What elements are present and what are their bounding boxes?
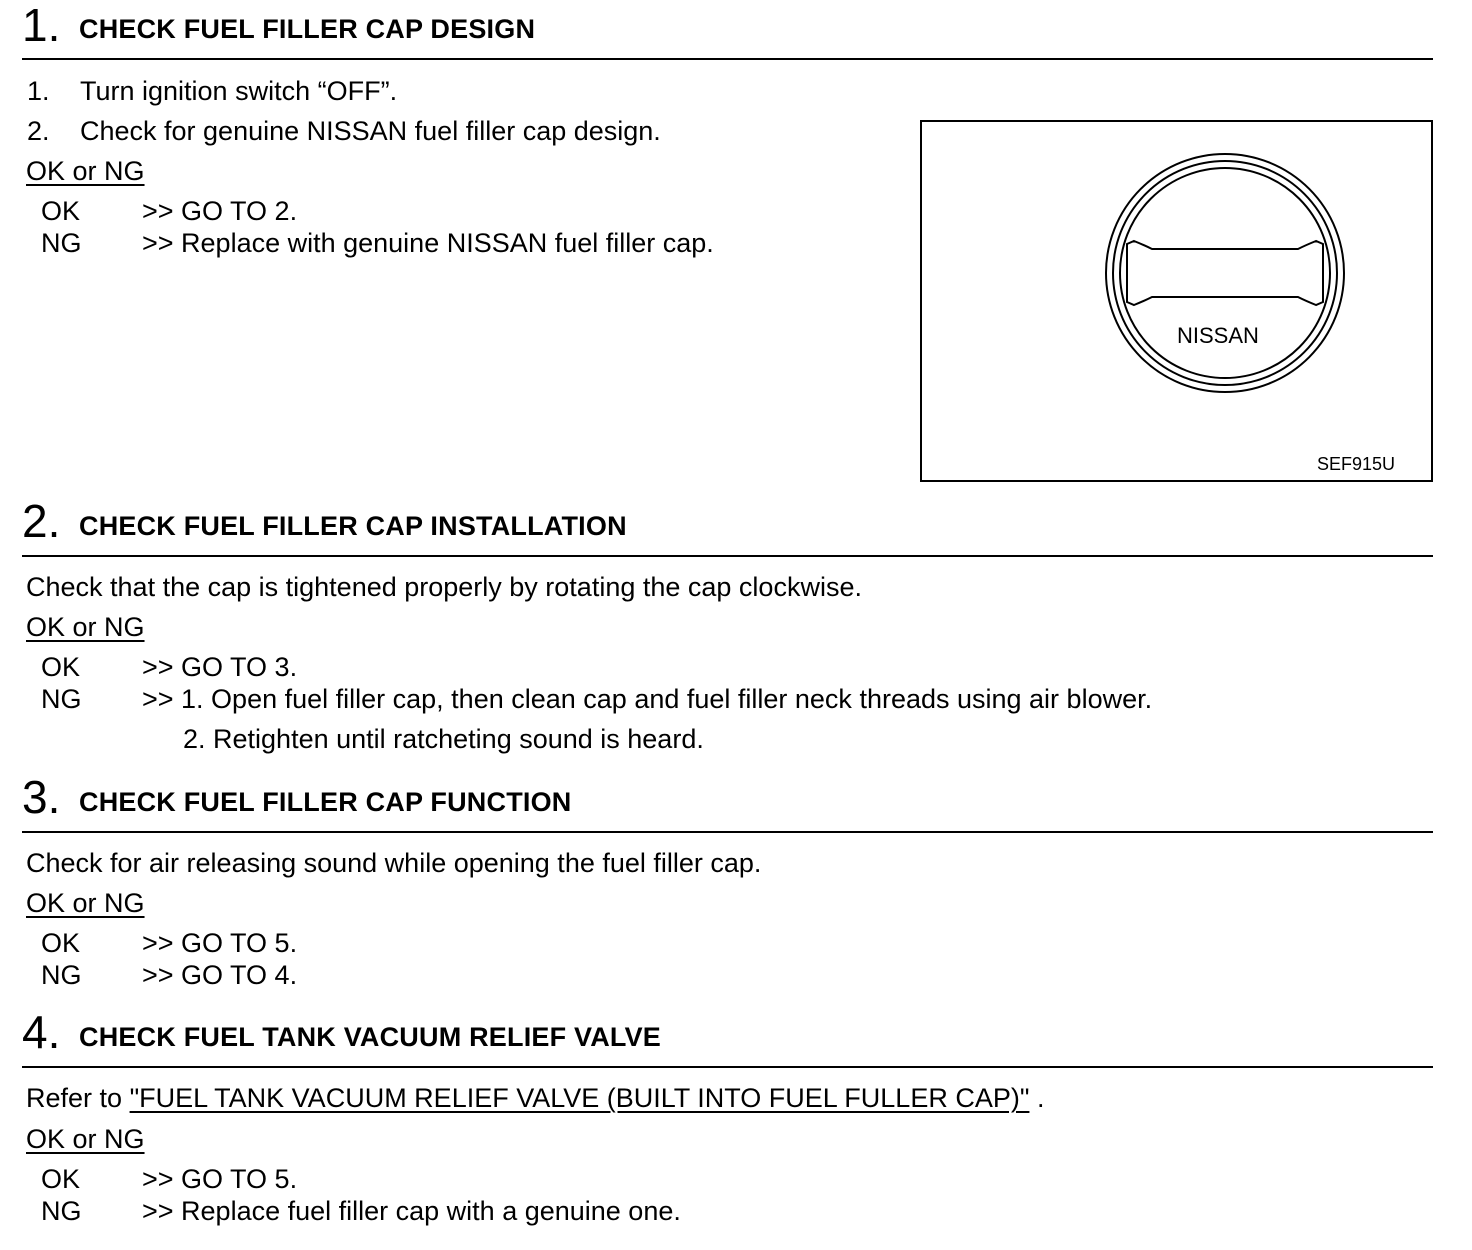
step-1-instruction-2-index: 2. (27, 116, 50, 146)
fuel-cap-illustration (922, 122, 1431, 480)
fuel-cap-figure (920, 120, 1433, 482)
cap-grip-handle (1127, 241, 1323, 305)
step-3-title: CHECK FUEL FILLER CAP FUNCTION (79, 787, 572, 817)
step-4-ok-action: >> GO TO 5. (142, 1164, 298, 1194)
step-4-ng-label: NG (41, 1196, 82, 1226)
step-1-ng-label: NG (41, 228, 82, 258)
step-2-ok-action: >> GO TO 3. (142, 652, 298, 682)
step-3-ng-action: >> GO TO 4. (142, 960, 298, 990)
step-4-title: CHECK FUEL TANK VACUUM RELIEF VALVE (79, 1022, 662, 1052)
step-2-instruction: Check that the cap is tightened properly by rotating the cap clockwise. (26, 572, 862, 602)
step-2-divider (22, 555, 1433, 557)
step-2-title: CHECK FUEL FILLER CAP INSTALLATION (79, 511, 627, 541)
step-3-ok-label: OK (41, 928, 81, 958)
step-4-divider (22, 1066, 1433, 1068)
step-4-refer-line (26, 1083, 1044, 1113)
step-1-ok-action: >> GO TO 2. (142, 196, 298, 226)
step-1-ok-label: OK (41, 196, 81, 226)
step-3-number: 3. (22, 771, 61, 823)
step-4-refer-suffix: . (1036, 1083, 1045, 1113)
step-4-refer-prefix: Refer to (26, 1083, 123, 1113)
step-3-result-label: OK or NG (26, 888, 145, 918)
step-3-divider (22, 831, 1433, 833)
step-2-number: 2. (22, 495, 61, 547)
step-2-ng-action: >> 1. Open fuel filler cap, then clean cap and fuel filler neck threads using air blower. (142, 684, 1153, 714)
step-4-ng-action: >> Replace fuel filler cap with a genuine one. (142, 1196, 681, 1226)
step-4-refer-link[interactable]: "FUEL TANK VACUUM RELIEF VALVE (BUILT INTO FUEL FULLER CAP)" (129, 1083, 1030, 1113)
step-2-ok-label: OK (41, 652, 81, 682)
step-3-ng-label: NG (41, 960, 82, 990)
step-2-ng-action-2: 2. Retighten until ratcheting sound is heard. (183, 724, 704, 754)
step-1-title: CHECK FUEL FILLER CAP DESIGN (79, 14, 536, 44)
step-1-instruction-1-index: 1. (27, 76, 50, 106)
step-3-ok-action: >> GO TO 5. (142, 928, 298, 958)
step-1-ng-action: >> Replace with genuine NISSAN fuel filler cap. (142, 228, 714, 258)
cap-brand-label: NISSAN (1177, 323, 1259, 348)
step-1-instruction-2: Check for genuine NISSAN fuel filler cap design. (80, 116, 661, 146)
figure-code: SEF915U (1316, 454, 1395, 474)
step-1-instruction-1: Turn ignition switch “OFF”. (80, 76, 398, 106)
step-2-result-label: OK or NG (26, 612, 145, 642)
step-1-result-label: OK or NG (26, 156, 145, 186)
step-3-instruction: Check for air releasing sound while opening the fuel filler cap. (26, 848, 762, 878)
step-4-result-label: OK or NG (26, 1124, 145, 1154)
step-4-ok-label: OK (41, 1164, 81, 1194)
step-1-number: 1. (22, 0, 61, 51)
step-4-number: 4. (22, 1006, 61, 1058)
step-2-ng-label: NG (41, 684, 82, 714)
step-1-divider (22, 58, 1433, 60)
